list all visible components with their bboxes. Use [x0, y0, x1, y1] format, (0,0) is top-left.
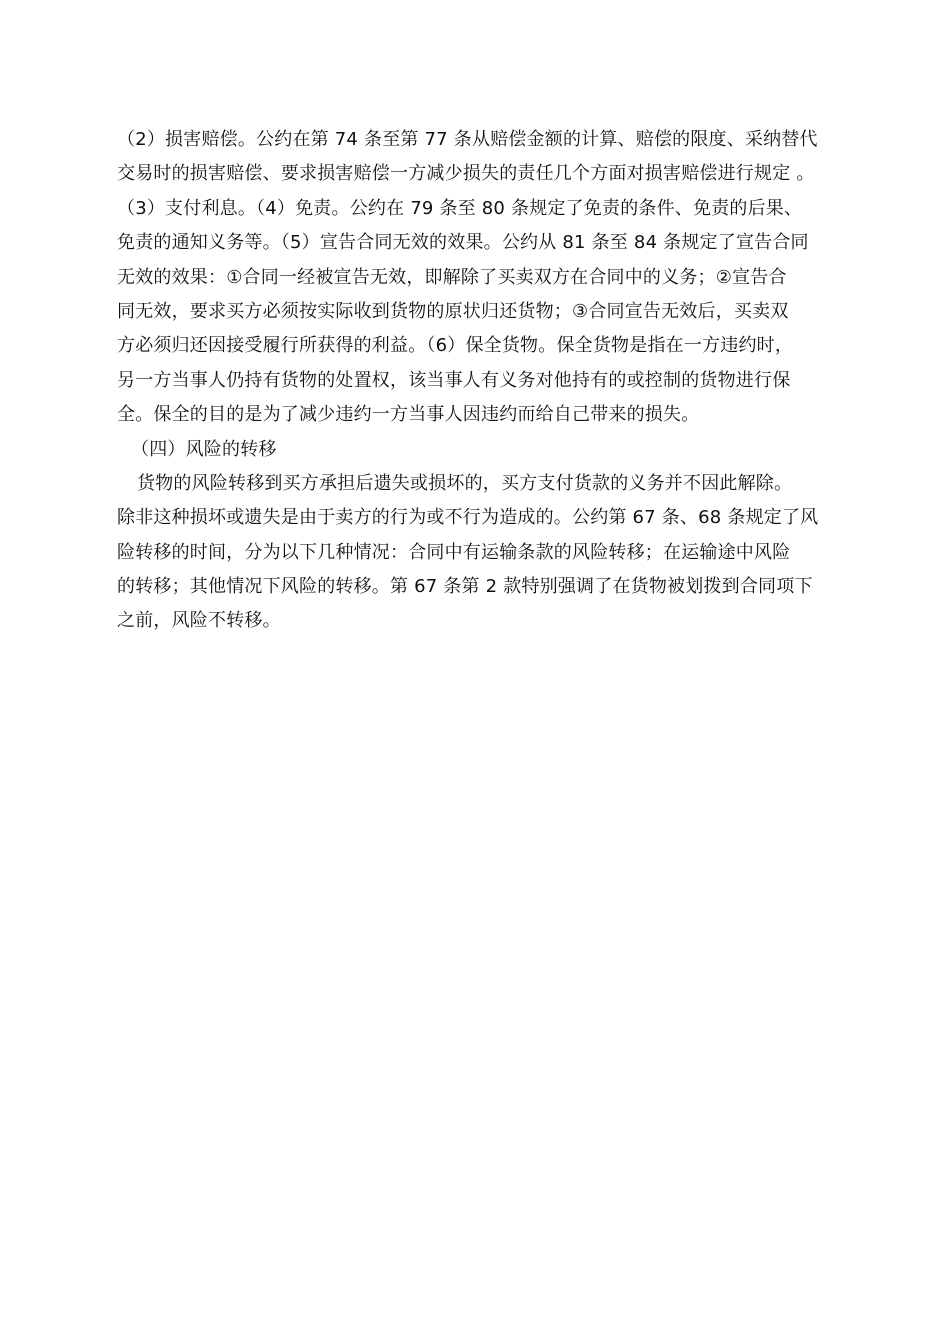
- text-line-13: 险转移的时间，分为以下几种情况：合同中有运输条款的风险转移；在运输途中风险: [117, 541, 791, 563]
- text-line-1: （2）损害赔偿。公约在第 74 条至第 77 条从赔偿金额的计算、赔偿的限度、采纳替代: [117, 129, 818, 150]
- text-line-7: 方必须归还因接受履行所获得的利益。（6）保全货物。保全货物是指在一方违约时，: [117, 335, 794, 357]
- text-line-11: 货物的风险转移到买方承担后遗失或损坏的，买方支付货款的义务并不因此解除。: [137, 472, 793, 494]
- text-line-6: 同无效，要求买方必须按实际收到货物的原状归还货物；③合同宣告无效后，买卖双: [117, 300, 789, 322]
- text-line-5: 无效的效果：①合同一经被宣告无效，即解除了买卖双方在合同中的义务；②宣告合: [117, 266, 787, 288]
- text-line-3: （3）支付利息。（4）免责。公约在 79 条至 80 条规定了免责的条件、免责的后果、: [117, 197, 803, 219]
- text-line-8: 另一方当事人仍持有货物的处置权，该当事人有义务对他持有的或控制的货物进行保: [117, 369, 791, 391]
- text-line-15: 之前，风险不转移。: [117, 610, 281, 632]
- text-line-12: 除非这种损坏或遗失是由于卖方的行为或不行为造成的。公约第 67 条、68 条规定了风: [117, 507, 819, 529]
- text-line-14: 的转移；其他情况下风险的转移。第 67 条第 2 款特别强调了在货物被划拨到合同项下: [117, 576, 813, 598]
- text-line-4: 免责的通知义务等。（5）宣告合同无效的效果。公约从 81 条至 84 条规定了宣告合同: [117, 232, 809, 254]
- section-heading: （四）风险的转移: [131, 438, 277, 460]
- text-line-2: 交易时的损害赔偿、要求损害赔偿一方减少损失的责任几个方面对损害赔偿进行规定 。: [117, 163, 815, 185]
- document-body: [117, 123, 839, 639]
- text-line-9: 全。保全的目的是为了减少违约一方当事人因违约而给自己带来的损失。: [117, 404, 700, 426]
